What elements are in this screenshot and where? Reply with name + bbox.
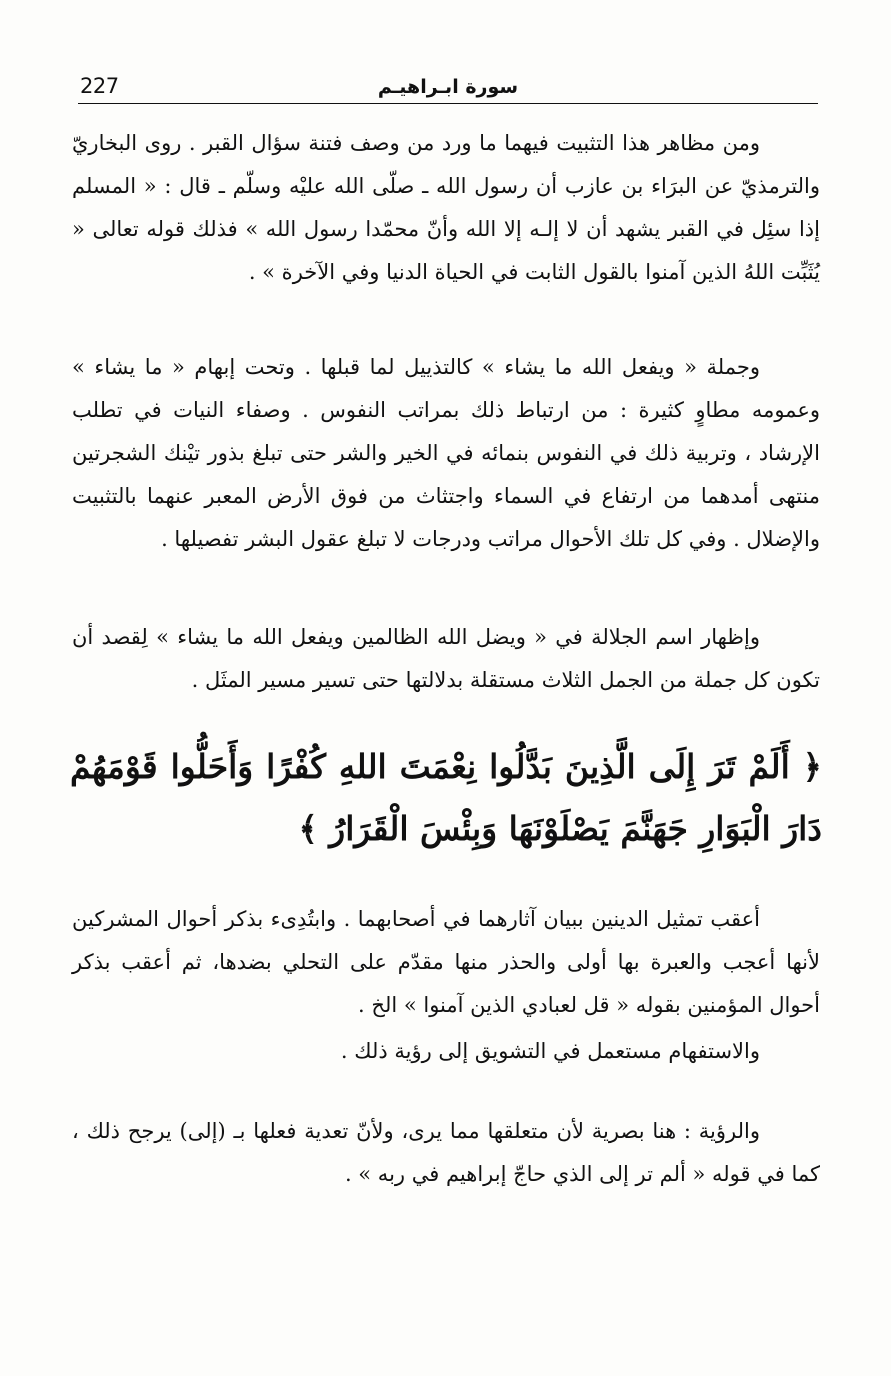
paragraph-2 [72,346,820,561]
surah-title: سورة ابـراهيـم [377,76,519,98]
page-number: 227 [80,74,119,98]
paragraph-6 [72,1110,820,1196]
paragraph-1 [72,122,820,294]
page-header [78,70,818,100]
paragraph-text: وجملة « ويفعل الله ما يشاء » كالتذييل لما قبلها . وتحت إبهام « ما يشاء » وعمومه مطاوٍ كثيرة : من ارتباط ذلك بمراتب النفوس . وصفاء النيات في تطلب الإرشاد ، وتربية ذلك في النفوس بنمائه في الخير والشر حتى تبلغ بذور تيْنك الشجرتين منتهى أمدهما من ارتفاع في السماء واجتثاث من فوق الأرض المعبر عنهما بالتثبيت والإضلال . وفي كل تلك الأحوال مراتب ودرجات لا تبلغ عقول البشر تفصيلها . [72,355,820,551]
quran-verse: ﴿ أَلَمْ تَرَ إِلَى الَّذِينَ بَدَّلُوا نِعْمَتَ اللهِ كُفْرًا وَأَحَلُّوا قَوْمَهُمْ دَارَ الْبَوَارِ جَهَنَّمَ يَصْلَوْنَهَا وَبِئْسَ الْقَرَارُ ﴾ [70,747,822,848]
paragraph-4 [72,898,820,1027]
paragraph-3 [72,616,820,702]
paragraph-text: ومن مظاهر هذا التثبيت فيهما ما ورد من وصف فتنة سؤال القبر . روى البخاريّ والترمذيّ عن البرَاء بن عازب أن رسول الله ـ صلّى الله عليْه وسلّم ـ قال : « المسلم إذا سئِل في القبر يشهد أن لا إلـه إلا الله وأنّ محمّدا رسول الله » فذلك قوله تعالى « يُثَبِّت اللهُ الذين آمنوا بالقول الثابت في الحياة الدنيا وفي الآخرة » . [72,131,820,284]
paragraph-text: أعقب تمثيل الدينين ببيان آثارهما في أصحابهما . وابتُدِىء بذكر أحوال المشركين لأنها أعجب والعبرة بها أولى والحذر منها مقدّم على التحلي بضدها، ثم أعقب بذكر أحوال المؤمنين بقوله « قل لعبادي الذين آمنوا » الخ . [72,907,820,1017]
paragraph-text: والرؤية : هنا بصرية لأن متعلقها مما يرى، ولأنّ تعدية فعلها بـ (إلى) يرجح ذلك ، كما في قوله « ألم تر إلى الذي حاجّ إبراهيم في ربه » . [72,1119,820,1186]
paragraph-5 [72,1030,820,1073]
header-rule [78,103,818,104]
paragraph-text: والاستفهام مستعمل في التشويق إلى رؤية ذلك . [340,1039,760,1063]
paragraph-text: وإظهار اسم الجلالة في « ويضل الله الظالمين ويفعل الله ما يشاء » لِقصد أن تكون كل جملة من الجمل الثلاث مستقلة بدلالتها حتى تسير مسير المثَل . [72,625,820,692]
